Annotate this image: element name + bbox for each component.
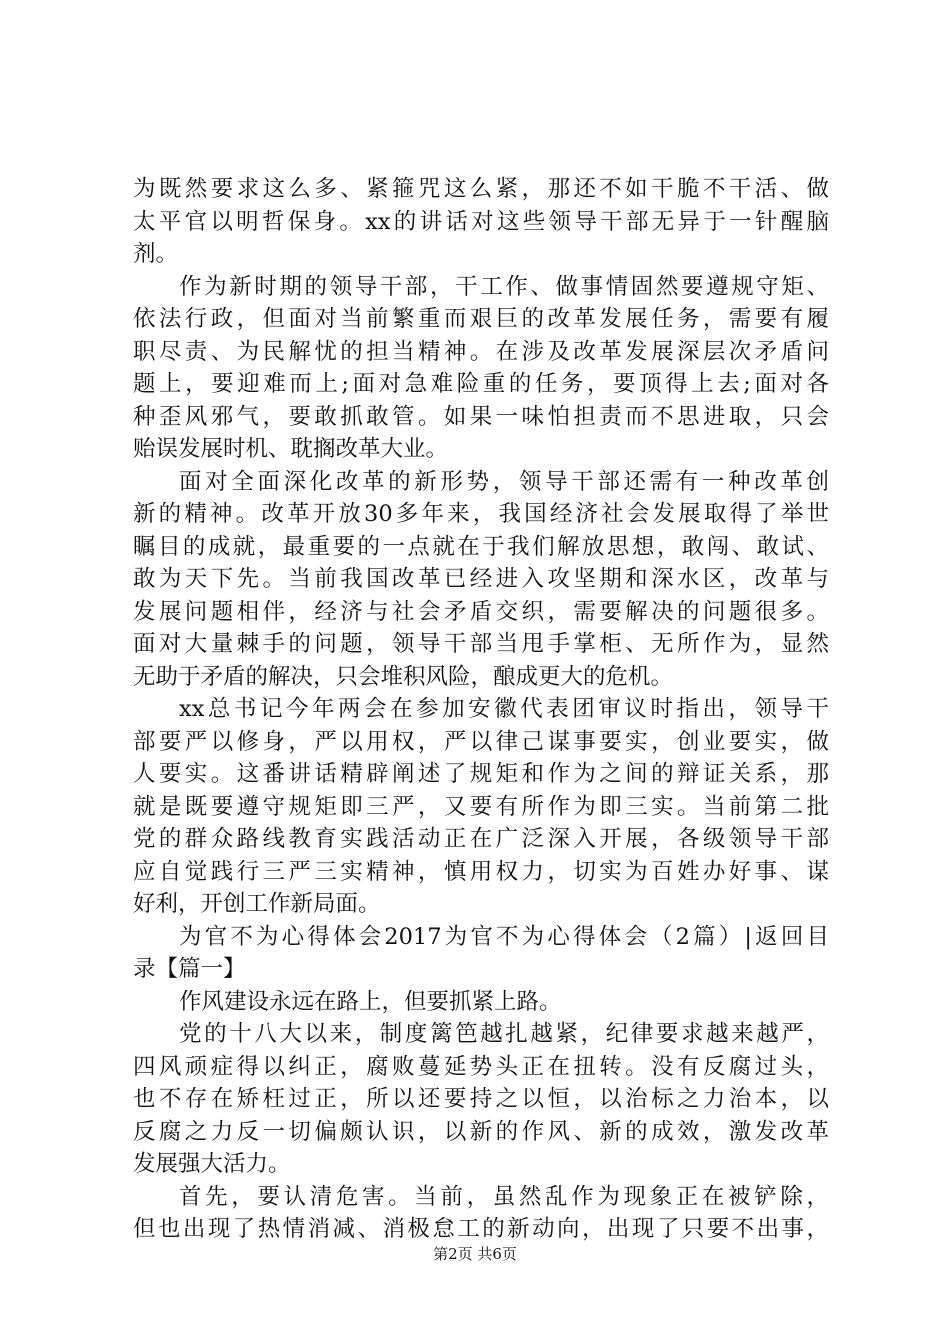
text-line: 发展强大活力。 [133, 1151, 291, 1177]
text-line: 部要严以修身，严以用权，严以律己谋事要实，创业要实，做 [133, 728, 829, 755]
text-line: xx总书记今年两会在参加安徽代表团审议时指出，领导干 [179, 696, 829, 722]
text-line: 新的精神。改革开放30多年来，我国经济社会发展取得了举世 [133, 501, 829, 527]
text-line: 为既然要求这么多、紧箍咒这么紧，那还不如干脆不干活、做 [133, 176, 829, 202]
text-line: 剂。 [133, 241, 179, 267]
text-line: 面对大量棘手的问题，领导干部当甩手掌柜、无所作为，显然 [133, 631, 829, 657]
text-line: 就是既要遵守规矩即三严，又要有所作为即三实。当前第二批 [133, 793, 829, 820]
text-line: 瞩目的成就，最重要的一点就在于我们解放思想，敢闯、敢试、 [133, 533, 829, 560]
text-line: 依法行政，但面对当前繁重而艰巨的改革发展任务，需要有履 [133, 306, 829, 332]
text-line: 好利，开创工作新局面。 [133, 891, 381, 917]
text-line: 发展问题相伴，经济与社会矛盾交织，需要解决的问题很多。 [133, 598, 829, 625]
text-line: 题上，要迎难而上;面对急难险重的任务，要顶得上去;面对各 [133, 371, 829, 397]
text-line: 作为新时期的领导干部，干工作、做事情固然要遵规守矩、 [179, 273, 829, 300]
document-body [133, 173, 829, 1246]
text-line: 应自觉践行三严三实精神，慎用权力，切实为百姓办好事、谋 [133, 858, 829, 885]
text-line: 种歪风邪气，要敢抓敢管。如果一味怕担责而不思进取，只会 [133, 403, 829, 430]
text-line: 党的十八大以来，制度篱笆越扎越紧，纪律要求越来越严， [179, 1021, 829, 1047]
text-line: 但也出现了热情消减、消极怠工的新动向，出现了只要不出事， [133, 1216, 829, 1242]
text-line: 贻误发展时机、耽搁改革大业。 [133, 436, 449, 462]
section-heading-line: 为官不为心得体会2017为官不为心得体会（2篇）|返回目 [179, 923, 829, 950]
text-line: 人要实。这番讲话精辟阐述了规矩和作为之间的辩证关系，那 [133, 761, 829, 787]
text-line: 敢为天下先。当前我国改革已经进入攻坚期和深水区，改革与 [133, 566, 829, 592]
text-line: 四风顽症得以纠正，腐败蔓延势头正在扭转。没有反腐过头， [133, 1053, 829, 1080]
text-line: 面对全面深化改革的新形势，领导干部还需有一种改革创 [179, 468, 829, 495]
text-line: 作风建设永远在路上，但要抓紧上路。 [179, 988, 562, 1015]
page-number-footer: 第2页 共6页 [433, 1245, 517, 1263]
text-line: 首先，要认清危害。当前，虽然乱作为现象正在被铲除， [179, 1183, 829, 1210]
text-line: 职尽责、为民解忧的担当精神。在涉及改革发展深层次矛盾问 [133, 338, 829, 365]
text-line: 太平官以明哲保身。xx的讲话对这些领导干部无异于一针醒脑 [133, 208, 829, 235]
text-line: 反腐之力反一切偏颇认识，以新的作风、新的成效，激发改革 [133, 1118, 829, 1145]
text-line: 党的群众路线教育实践活动正在广泛深入开展，各级领导干部 [133, 826, 829, 852]
section-heading-line: 录【篇一】 [133, 956, 246, 982]
text-line: 也不存在矫枉过正，所以还要持之以恒，以治标之力治本，以 [133, 1086, 829, 1112]
text-line: 无助于矛盾的解决，只会堆积风险，酿成更大的危机。 [133, 663, 674, 690]
